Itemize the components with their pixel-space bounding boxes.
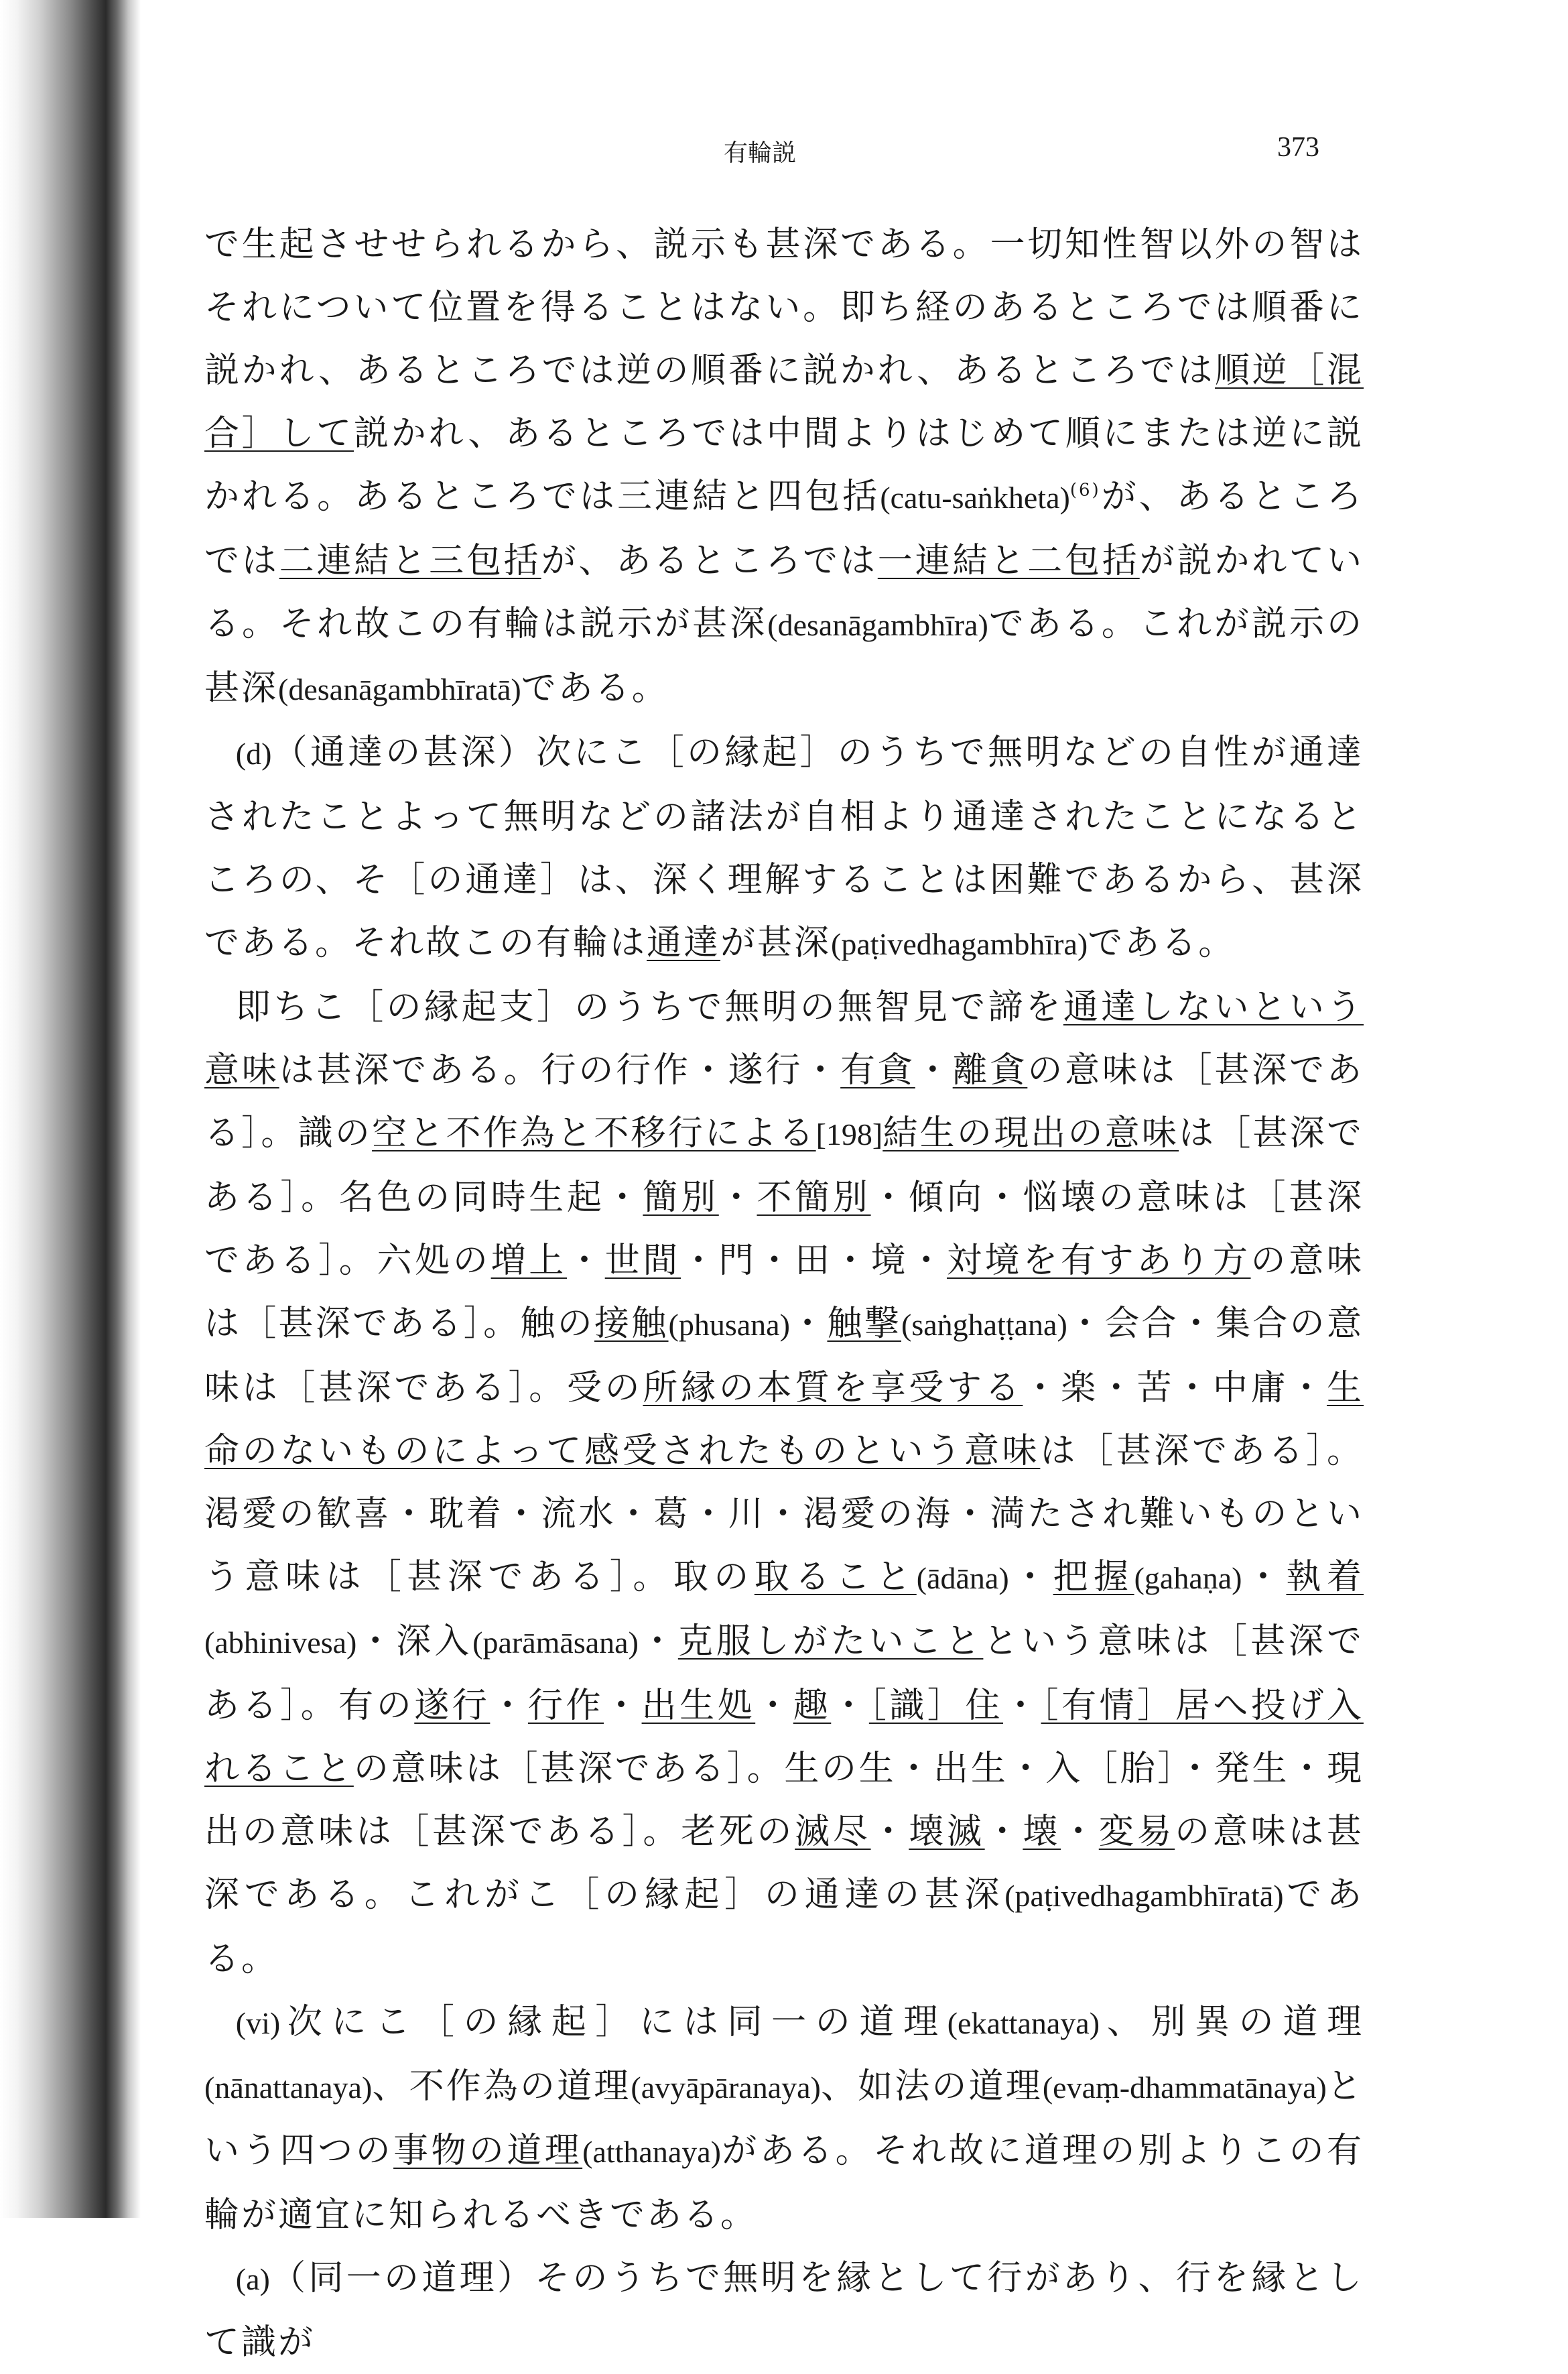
paragraph-naya: (vi)次にこ［の縁起］には同一の道理(ekattanaya)、別異の道理(nānattanaya)、不作為の道理(avyāpāranaya)、如法の道理(evaṃ-dhammatānaya)という四つの事物の道理(atthanaya)がある。それ故に道理の別よりこの有輪が適宜に知られるべきである。 [204,2002,1364,2235]
section-label: (a) [235,2262,270,2296]
underlined-term: ［識］住 [868,1686,1003,1726]
underlined-term: 離貪 [952,1050,1028,1090]
underlined-term: 把握 [1053,1557,1134,1597]
underlined-term: 所縁の本質を享受する [643,1368,1023,1408]
underlined-term: 生命のないものによって感受されたものという意味 [204,1368,1364,1471]
underlined-term: 滅尽 [795,1812,871,1852]
underlined-term: 簡別 [643,1178,719,1218]
pali-term: (catu-saṅkheta) [880,481,1070,515]
pali-term: (desanāgambhīratā) [278,672,521,706]
binding-shadow [0,0,141,2218]
underlined-term: 通達 [647,923,721,963]
pali-term: (saṅghaṭṭana) [901,1308,1067,1342]
pali-term: (avyāpāranaya) [631,2070,821,2105]
paragraph-links: 即ちこ［の縁起支］のうちで無明の無智見で諦を通達しないという意味は甚深である。行の行作・遂行・有貪・離貪の意味は［甚深である］。識の空と不作為と不移行による[198]結生の現出の意味は［甚深である］。名色の同時生起・簡別・不簡別・傾向・悩壊の意味は［甚深である］。六処の増上・世間・門・田・境・対境を有すあり方の意味は［甚深である］。触の接触(phusana)・触撃(saṅghaṭṭana)・会合・集合の意味は［甚深である］。受の所縁の本質を享受する・楽・苦・中庸・生命のないものによって感受されたものという意味は［甚深である］。渇愛の歓喜・耽着・流水・葛・川・渇愛の海・満たされ難いものという意味は［甚深である］。取の取ること(ādāna)・把握(gahaṇa)・執着(abhinivesa)・深入(parāmāsana)・克服しがたいことという意味は［甚深である］。有の遂行・行作・出生処・趣・［識］住・［有情］居へ投げ入れることの意味は［甚深である］。生の生・出生・入［胎］・発生・現出の意味は［甚深である］。老死の滅尽・壊滅・壊・変易の意味は甚深である。これがこ［の縁起］の通達の甚深(paṭivedhagambhīratā)である。 [204,987,1364,1979]
underlined-term: 順逆［混合］して [204,351,1364,454]
underlined-term: 克服しがたいこと [677,1621,984,1662]
underlined-term: 出生処 [641,1686,756,1726]
page-ref: [198] [815,1117,883,1151]
underlined-term: 遂行 [414,1686,491,1726]
running-head: 有輪説 [724,139,797,166]
text-body [204,213,1364,2374]
footnote-ref: (6) [1069,480,1101,501]
underlined-term: 事物の道理 [393,2131,583,2171]
page-number: 373 [1277,132,1319,163]
pali-term: (nānattanaya) [204,2070,373,2105]
paragraph-ekatta: (a)（同一の道理）そのうちで無明を縁として行があり、行を縁として識が [204,2258,1364,2363]
pali-term: (parāmāsana) [472,1625,639,1660]
underlined-term: 通達しないという意味 [204,987,1364,1090]
pali-term: (phusana) [668,1308,790,1342]
underlined-term: 不簡別 [757,1178,871,1218]
paragraph-desana: で生起させせられるから、説示も甚深である。一切知性智以外の智はそれについて位置を得ることはない。即ち経のあるところでは順番に説かれ、あるところでは逆の順番に説かれ、あるところでは順逆［混合］して説かれ、あるところでは中間よりはじめて順にまたは逆に説かれる。あるところでは三連結と四包括(catu-saṅkheta)$^{(6)}$が、あるところでは二連結と三包括が、あるところでは一連結と二包括が説かれている。それ故この有輪は説示が甚深(desanāgambhīra)である。これが説示の甚深(desanāgambhīratā)である。 [204,225,1364,708]
underlined-term: 対境を有すあり方 [946,1241,1251,1281]
underlined-term: 結生の現出の意味 [883,1113,1179,1153]
underlined-term: 執着 [1286,1557,1364,1597]
underlined-term: 趣 [793,1686,832,1726]
pali-term: (abhinivesa) [204,1625,357,1660]
underlined-term: 世間 [604,1241,681,1281]
underlined-term: 壊 [1023,1812,1061,1852]
underlined-term: 増上 [491,1241,567,1281]
pali-term: (atthanaya) [582,2135,721,2169]
pali-term: (gahaṇa) [1134,1561,1242,1595]
pali-term: (paṭivedhagambhīratā) [1004,1879,1284,1913]
pali-term: (ekattanaya) [947,2006,1100,2040]
underlined-term: 一連結と二包括 [877,541,1140,581]
underlined-term: 触撃 [827,1304,901,1344]
underlined-term: 行作 [527,1686,604,1726]
underlined-term: ［有情］居へ投げ入れること [204,1686,1364,1789]
underlined-term: 変易 [1098,1812,1175,1852]
underlined-term: 取ること [754,1557,917,1597]
pali-term: (paṭivedhagambhīra) [831,927,1088,961]
underlined-term: 空と不作為と不移行による [372,1113,816,1153]
section-label: (vi) [235,2006,281,2040]
underlined-term: 有貪 [840,1050,915,1090]
pali-term: (ādāna) [916,1561,1009,1595]
pali-term: (evaṃ-dhammatānaya) [1042,2070,1327,2105]
section-label: (d) [235,737,272,771]
underlined-term: 壊滅 [909,1812,985,1852]
pali-term: (desanāgambhīra) [767,608,988,642]
underlined-term: 接触 [594,1304,669,1344]
underlined-term: 二連結と三包括 [279,541,541,581]
paragraph-pativedha: (d)（通達の甚深）次にこ［の縁起］のうちで無明などの自性が通達されたことよって無明などの諸法が自相より通達されたことになるところの、そ［の通達］は、深く理解することは困難であるから、甚深である。それ故この有輪は通達が甚深(paṭivedhagambhīra)である。 [204,733,1364,963]
